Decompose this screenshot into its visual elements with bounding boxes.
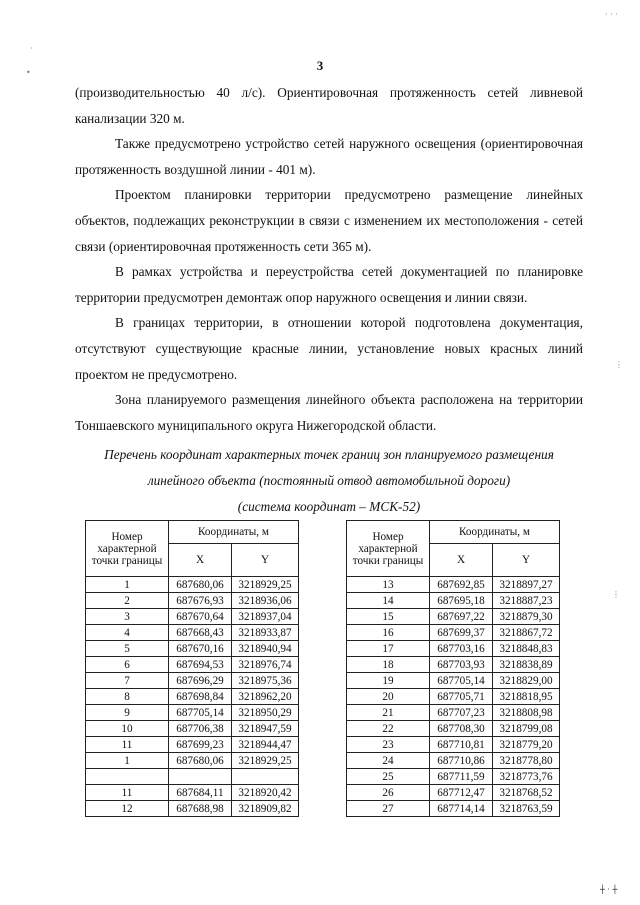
x-coordinate-cell: 687705,71	[430, 689, 493, 705]
table-row	[347, 673, 560, 689]
table-row	[347, 721, 560, 737]
table-row	[86, 689, 299, 705]
table-row	[86, 593, 299, 609]
point-number-cell: 6	[86, 657, 169, 673]
table-row	[347, 785, 560, 801]
body-text	[75, 80, 583, 438]
x-coordinate-cell: 687670,16	[169, 641, 232, 657]
y-coordinate-cell: 3218940,94	[232, 641, 299, 657]
y-coordinate-cell: 3218799,08	[493, 721, 560, 737]
x-coordinate-cell: 687703,16	[430, 641, 493, 657]
table-row	[347, 689, 560, 705]
table-row	[86, 721, 299, 737]
y-coordinate-cell: 3218763,59	[493, 801, 560, 817]
scan-artifact-right: ⋮	[612, 590, 620, 599]
point-number-cell: 11	[86, 737, 169, 753]
point-number-cell: 11	[86, 785, 169, 801]
x-coordinate-cell: 687703,93	[430, 657, 493, 673]
header-x: X	[169, 544, 232, 577]
point-number-cell: 4	[86, 625, 169, 641]
point-number-cell: 25	[347, 769, 430, 785]
x-coordinate-cell: 687712,47	[430, 785, 493, 801]
paragraph-2: Также предусмотрено устройство сетей наружного освещения (ориентировочная протяженность воздушной линии - 401 м).	[75, 136, 583, 177]
point-number-cell: 14	[347, 593, 430, 609]
y-coordinate-cell: 3218947,59	[232, 721, 299, 737]
point-number-cell: 23	[347, 737, 430, 753]
y-coordinate-cell: 3218778,80	[493, 753, 560, 769]
table-row	[347, 641, 560, 657]
point-number-cell: 3	[86, 609, 169, 625]
table-row	[86, 785, 299, 801]
y-coordinate-cell: 3218929,25	[232, 753, 299, 769]
table-row	[347, 801, 560, 817]
point-number-cell: 9	[86, 705, 169, 721]
point-number-cell: 10	[86, 721, 169, 737]
point-number-cell	[86, 769, 169, 785]
x-coordinate-cell: 687676,93	[169, 593, 232, 609]
table-row	[347, 625, 560, 641]
scan-artifact-left: ·	[30, 44, 33, 53]
x-coordinate-cell: 687699,37	[430, 625, 493, 641]
header-point-number: Номер характерной точки границы	[86, 521, 169, 577]
x-coordinate-cell	[169, 769, 232, 785]
x-coordinate-cell: 687708,30	[430, 721, 493, 737]
y-coordinate-cell	[232, 769, 299, 785]
x-coordinate-cell: 687699,23	[169, 737, 232, 753]
table-row	[86, 801, 299, 817]
x-coordinate-cell: 687694,53	[169, 657, 232, 673]
point-number-cell: 12	[86, 801, 169, 817]
y-coordinate-cell: 3218897,27	[493, 577, 560, 593]
header-coordinates: Координаты, м	[430, 521, 560, 544]
table-row	[347, 593, 560, 609]
table-row	[86, 705, 299, 721]
x-coordinate-cell: 687670,64	[169, 609, 232, 625]
y-coordinate-cell: 3218950,29	[232, 705, 299, 721]
y-coordinate-cell: 3218848,83	[493, 641, 560, 657]
table-caption-line-1: Перечень координат характерных точек границ зон планируемого размещения	[104, 447, 554, 462]
point-number-cell: 22	[347, 721, 430, 737]
point-number-cell: 24	[347, 753, 430, 769]
x-coordinate-cell: 687705,14	[169, 705, 232, 721]
table-row	[347, 769, 560, 785]
x-coordinate-cell: 687696,29	[169, 673, 232, 689]
x-coordinate-cell: 687688,98	[169, 801, 232, 817]
page-number: 3	[316, 58, 324, 73]
table-row	[347, 705, 560, 721]
table-row	[347, 577, 560, 593]
y-coordinate-cell: 3218929,25	[232, 577, 299, 593]
y-coordinate-cell: 3218887,23	[493, 593, 560, 609]
point-number-cell: 7	[86, 673, 169, 689]
table-row	[86, 625, 299, 641]
paragraph-5: В границах территории, в отношении которой подготовлена документация, отсутствуют существующие красные линии, установление новых красных линий проектом не предусмотрено.	[75, 315, 583, 382]
coordinates-table-left-body	[86, 577, 299, 817]
y-coordinate-cell: 3218779,20	[493, 737, 560, 753]
header-coordinates: Координаты, м	[169, 521, 299, 544]
paragraph-4: В рамках устройства и переустройства сетей документацией по планировке территории предусмотрен демонтаж опор наружного освещения и линии связи.	[75, 264, 583, 305]
table-row	[86, 673, 299, 689]
point-number-cell: 21	[347, 705, 430, 721]
table-row	[347, 737, 560, 753]
point-number-cell: 27	[347, 801, 430, 817]
point-number-cell: 5	[86, 641, 169, 657]
x-coordinate-cell: 687680,06	[169, 753, 232, 769]
x-coordinate-cell: 687707,23	[430, 705, 493, 721]
coordinates-table-left	[85, 520, 299, 817]
header-y: Y	[493, 544, 560, 577]
point-number-cell: 1	[86, 577, 169, 593]
table-row	[347, 753, 560, 769]
point-number-cell: 17	[347, 641, 430, 657]
point-number-cell: 18	[347, 657, 430, 673]
y-coordinate-cell: 3218808,98	[493, 705, 560, 721]
x-coordinate-cell: 687697,22	[430, 609, 493, 625]
y-coordinate-cell: 3218920,42	[232, 785, 299, 801]
y-coordinate-cell: 3218768,52	[493, 785, 560, 801]
x-coordinate-cell: 687711,59	[430, 769, 493, 785]
point-number-cell: 13	[347, 577, 430, 593]
header-y: Y	[232, 544, 299, 577]
point-number-cell: 16	[347, 625, 430, 641]
x-coordinate-cell: 687680,06	[169, 577, 232, 593]
x-coordinate-cell: 687706,38	[169, 721, 232, 737]
x-coordinate-cell: 687695,18	[430, 593, 493, 609]
point-number-cell: 26	[347, 785, 430, 801]
y-coordinate-cell: 3218867,72	[493, 625, 560, 641]
x-coordinate-cell: 687710,86	[430, 753, 493, 769]
x-coordinate-cell: 687714,14	[430, 801, 493, 817]
table-row	[86, 657, 299, 673]
paragraph-6: Зона планируемого размещения линейного объекта расположена на территории Тоншаевского муниципального округа Нижегородской области.	[75, 392, 583, 433]
table-row	[347, 657, 560, 673]
paragraph-3: Проектом планировки территории предусмотрено размещение линейных объектов, подлежащих реконструкции в связи с изменением их местоположения - сетей связи (ориентировочная протяженность сети 365 м).	[75, 187, 583, 254]
scan-artifact-right: ⋮	[615, 360, 623, 369]
scan-artifact-right: ┼ · ┼	[600, 885, 618, 894]
table-row	[86, 641, 299, 657]
table-row	[86, 609, 299, 625]
y-coordinate-cell: 3218944,47	[232, 737, 299, 753]
scan-artifact-right: · · ·	[605, 10, 618, 19]
table-caption-line-3: (система координат – МСК-52)	[237, 499, 421, 514]
y-coordinate-cell: 3218933,87	[232, 625, 299, 641]
y-coordinate-cell: 3218937,04	[232, 609, 299, 625]
header-point-number: Номер характерной точки границы	[347, 521, 430, 577]
y-coordinate-cell: 3218879,30	[493, 609, 560, 625]
y-coordinate-cell: 3218909,82	[232, 801, 299, 817]
y-coordinate-cell: 3218975,36	[232, 673, 299, 689]
table-row	[86, 753, 299, 769]
point-number-cell: 2	[86, 593, 169, 609]
y-coordinate-cell: 3218773,76	[493, 769, 560, 785]
y-coordinate-cell: 3218838,89	[493, 657, 560, 673]
table-row	[86, 737, 299, 753]
y-coordinate-cell: 3218818,95	[493, 689, 560, 705]
table-caption-line-2: линейного объекта (постоянный отвод автомобильной дороги)	[147, 473, 511, 488]
point-number-cell: 20	[347, 689, 430, 705]
y-coordinate-cell: 3218962,20	[232, 689, 299, 705]
y-coordinate-cell: 3218829,00	[493, 673, 560, 689]
table-row	[86, 769, 299, 785]
header-x: X	[430, 544, 493, 577]
x-coordinate-cell: 687684,11	[169, 785, 232, 801]
scan-artifact-left: •	[26, 68, 31, 77]
point-number-cell: 8	[86, 689, 169, 705]
point-number-cell: 19	[347, 673, 430, 689]
paragraph-1: (производительностью 40 л/с). Ориентировочная протяженность сетей ливневой канализации 320 м.	[75, 85, 583, 126]
x-coordinate-cell: 687705,14	[430, 673, 493, 689]
table-row	[347, 609, 560, 625]
y-coordinate-cell: 3218936,06	[232, 593, 299, 609]
table-row	[86, 577, 299, 593]
x-coordinate-cell: 687698,84	[169, 689, 232, 705]
point-number-cell: 1	[86, 753, 169, 769]
x-coordinate-cell: 687668,43	[169, 625, 232, 641]
coordinates-table-right-body	[347, 577, 560, 817]
coordinates-table-right	[346, 520, 560, 817]
x-coordinate-cell: 687710,81	[430, 737, 493, 753]
y-coordinate-cell: 3218976,74	[232, 657, 299, 673]
x-coordinate-cell: 687692,85	[430, 577, 493, 593]
point-number-cell: 15	[347, 609, 430, 625]
